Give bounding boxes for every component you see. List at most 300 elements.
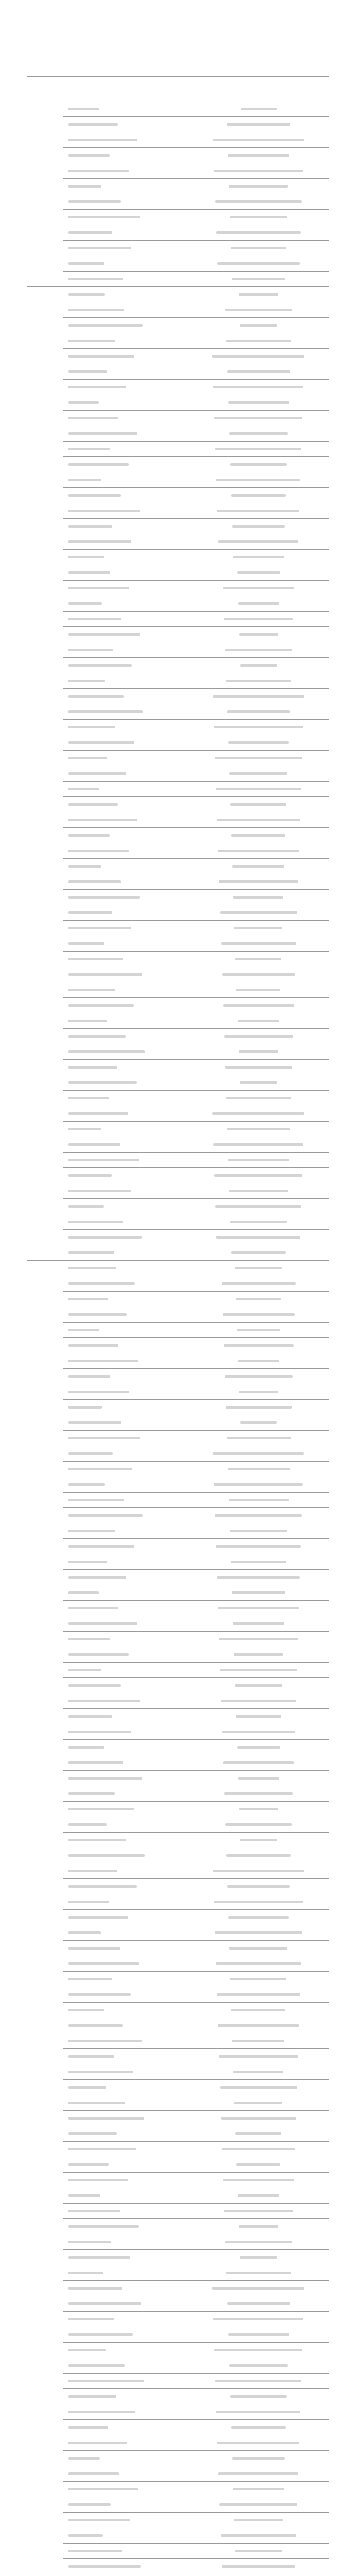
work-title-text xyxy=(68,1746,104,1749)
author-text xyxy=(220,1669,297,1671)
group-label xyxy=(27,1260,63,2576)
work-title-text xyxy=(68,309,124,311)
work-title-text xyxy=(68,448,110,450)
author-text xyxy=(226,340,291,342)
author-text xyxy=(228,1916,289,1919)
work-title-text xyxy=(68,1916,128,1919)
work-title-text xyxy=(68,1081,137,1084)
work-title-text xyxy=(68,1962,139,1965)
author-text xyxy=(240,1839,277,1841)
work-title-text xyxy=(68,2349,106,2351)
author-text xyxy=(215,1514,302,1517)
work-title-text xyxy=(68,1066,117,1069)
work-title-text xyxy=(68,1715,112,1718)
author-text xyxy=(230,463,287,466)
work-title-text xyxy=(68,1731,131,1733)
work-title-text xyxy=(68,200,121,203)
author-text xyxy=(224,2210,293,2212)
header-category xyxy=(27,76,63,101)
author-text xyxy=(213,386,303,388)
work-title-text xyxy=(68,880,121,883)
author-text xyxy=(231,2426,286,2429)
work-title-text xyxy=(68,1406,102,1409)
author-text xyxy=(240,324,277,327)
author-text xyxy=(224,1792,293,1795)
author-text xyxy=(229,1190,288,1192)
work-title-text xyxy=(68,1669,101,1671)
work-title-text xyxy=(68,2117,144,2120)
author-text xyxy=(239,1391,278,1393)
work-title-text xyxy=(68,2210,120,2212)
author-text xyxy=(238,1777,279,1780)
group-label xyxy=(27,286,63,565)
work-title-text xyxy=(68,2488,138,2490)
work-title-text xyxy=(68,1993,131,1996)
work-title-text xyxy=(68,664,132,667)
work-title-text xyxy=(68,1638,110,1640)
author-text xyxy=(232,278,285,280)
work-title-text xyxy=(68,2364,125,2367)
work-title-text xyxy=(68,2272,103,2274)
work-title-text xyxy=(68,587,129,589)
author-text xyxy=(232,525,285,528)
author-text xyxy=(225,649,292,651)
work-title-text xyxy=(68,896,140,899)
work-title-text xyxy=(68,1360,138,1362)
author-text xyxy=(217,510,299,512)
author-text xyxy=(214,417,302,419)
author-text xyxy=(239,2225,278,2228)
work-title-text xyxy=(68,1839,126,1841)
work-title-text xyxy=(68,479,101,481)
author-text xyxy=(218,540,298,543)
author-text xyxy=(216,1545,301,1548)
author-text xyxy=(222,973,295,976)
work-title-text xyxy=(68,2503,111,2506)
author-text xyxy=(216,788,301,790)
author-text xyxy=(213,2318,303,2320)
author-text xyxy=(214,726,303,728)
author-text xyxy=(238,1360,279,1362)
work-title-text xyxy=(68,2148,136,2150)
author-text xyxy=(223,1004,294,1007)
author-text xyxy=(218,1607,299,1609)
work-title-text xyxy=(68,2024,123,2027)
work-title-text xyxy=(68,803,118,806)
author-text xyxy=(218,850,299,852)
author-text xyxy=(217,2442,299,2444)
work-title-text xyxy=(68,1530,115,1532)
author-text xyxy=(213,695,304,698)
author-text xyxy=(232,1591,285,1594)
author-text xyxy=(237,1329,280,1331)
author-text xyxy=(224,1035,293,1038)
work-title-text xyxy=(68,788,99,790)
author-text xyxy=(219,2503,297,2506)
work-title-text xyxy=(68,633,140,636)
author-text xyxy=(239,1050,278,1053)
author-text xyxy=(215,757,302,759)
author-text xyxy=(214,1901,303,1903)
work-title-text xyxy=(68,927,131,929)
work-title-text xyxy=(68,2519,130,2521)
work-title-text xyxy=(68,231,112,234)
work-title-text xyxy=(68,1792,115,1795)
author-text xyxy=(217,1993,300,1996)
work-title-text xyxy=(68,510,140,512)
author-text xyxy=(227,370,290,373)
work-title-text xyxy=(68,370,107,373)
author-text xyxy=(216,231,301,234)
work-title-text xyxy=(68,1421,121,1424)
author-text xyxy=(237,571,280,574)
work-title-text xyxy=(68,1885,137,1888)
author-text xyxy=(227,710,290,713)
author-text xyxy=(240,664,277,667)
work-title-text xyxy=(68,2302,141,2305)
work-title-text xyxy=(68,989,115,991)
work-title-text xyxy=(68,1591,99,1594)
work-title-text xyxy=(68,1174,112,1177)
author-text xyxy=(214,170,303,172)
work-title-text xyxy=(68,556,104,558)
work-title-text xyxy=(68,2071,133,2073)
author-text xyxy=(232,2457,285,2460)
author-text xyxy=(225,309,292,311)
author-text xyxy=(213,1870,304,1872)
work-title-text xyxy=(68,1854,145,1857)
work-title-text xyxy=(68,2472,119,2475)
work-title-text xyxy=(68,741,134,744)
author-text xyxy=(219,1638,298,1640)
work-title-text xyxy=(68,1823,107,1826)
work-title-text xyxy=(68,494,121,497)
author-text xyxy=(223,1313,295,1316)
author-text xyxy=(229,1947,287,1950)
author-text xyxy=(217,262,300,265)
author-text xyxy=(235,1684,282,1687)
author-text xyxy=(241,108,277,110)
work-title-text xyxy=(68,1020,107,1022)
work-title-text xyxy=(68,1622,137,1625)
work-title-text xyxy=(68,108,99,110)
author-text xyxy=(223,587,294,589)
work-title-text xyxy=(68,2055,114,2058)
author-text xyxy=(225,1066,292,1069)
work-title-text xyxy=(68,2225,139,2228)
author-text xyxy=(231,1251,286,1254)
work-title-text xyxy=(68,2442,127,2444)
work-title-text xyxy=(68,1236,142,1239)
author-text xyxy=(227,1885,290,1888)
header-work xyxy=(63,76,188,101)
work-title-text xyxy=(68,1545,134,1548)
work-title-text xyxy=(68,262,104,265)
author-text xyxy=(237,1746,280,1749)
work-title-text xyxy=(68,911,112,914)
work-title-text xyxy=(68,571,110,574)
author-text xyxy=(222,1282,296,1285)
work-title-text xyxy=(68,1159,139,1161)
work-title-text xyxy=(68,340,115,342)
author-text xyxy=(227,1128,290,1130)
author-text xyxy=(226,1854,291,1857)
work-title-text xyxy=(68,386,126,388)
author-text xyxy=(215,1205,301,1208)
work-title-text xyxy=(68,1700,140,1702)
group-label xyxy=(27,101,63,286)
author-text xyxy=(238,1020,279,1022)
author-text xyxy=(232,2040,284,2042)
author-text xyxy=(221,2117,296,2120)
work-title-text xyxy=(68,1561,107,1563)
work-title-text xyxy=(68,772,126,775)
work-title-text xyxy=(68,139,137,141)
author-text xyxy=(213,139,304,141)
author-text xyxy=(228,154,289,157)
work-title-text xyxy=(68,1653,129,1656)
author-text xyxy=(221,2534,296,2537)
work-title-text xyxy=(68,618,121,620)
author-text xyxy=(225,1823,292,1826)
work-title-text xyxy=(68,401,99,404)
author-text xyxy=(232,865,284,868)
work-title-text xyxy=(68,602,102,605)
work-title-text xyxy=(68,1035,126,1038)
author-text xyxy=(240,1421,277,1424)
author-text xyxy=(216,1236,300,1239)
work-title-text xyxy=(68,1499,124,1501)
author-text xyxy=(225,1375,293,1378)
author-text xyxy=(225,2241,292,2243)
work-title-text xyxy=(68,1313,127,1316)
work-title-text xyxy=(68,834,110,837)
work-title-text xyxy=(68,1777,142,1780)
work-title-text xyxy=(68,680,105,682)
author-text xyxy=(214,2349,302,2351)
work-title-text xyxy=(68,278,123,280)
author-text xyxy=(234,1653,283,1656)
author-text xyxy=(222,2148,295,2150)
author-text xyxy=(234,2519,283,2521)
work-title-text xyxy=(68,463,129,466)
work-title-text xyxy=(68,757,107,759)
author-text xyxy=(212,355,304,358)
author-text xyxy=(216,479,300,481)
author-text xyxy=(228,2333,289,2336)
work-title-text xyxy=(68,1947,120,1950)
work-title-text xyxy=(68,649,113,651)
work-title-text xyxy=(68,1097,109,1099)
author-text xyxy=(231,2009,285,2011)
work-title-text xyxy=(68,2179,128,2181)
author-text xyxy=(233,896,283,899)
author-text xyxy=(235,2132,281,2135)
work-title-text xyxy=(68,417,118,419)
work-title-text xyxy=(68,2132,117,2135)
author-text xyxy=(231,494,286,497)
work-title-text xyxy=(68,2411,135,2413)
author-text xyxy=(226,1097,291,1099)
work-title-text xyxy=(68,2086,106,2089)
author-text xyxy=(213,1452,304,1455)
award-table xyxy=(27,76,329,2576)
work-title-text xyxy=(68,247,131,249)
author-text xyxy=(235,1267,282,1269)
work-title-text xyxy=(68,2318,114,2320)
author-text xyxy=(233,556,284,558)
author-text xyxy=(230,2395,287,2398)
author-text xyxy=(231,247,286,249)
author-text xyxy=(220,2086,297,2089)
author-text xyxy=(238,2194,279,2197)
author-text xyxy=(216,1962,301,1965)
work-title-text xyxy=(68,2287,122,2290)
work-title-text xyxy=(68,1112,128,1115)
author-text xyxy=(228,1468,290,1470)
author-text xyxy=(222,1731,295,1733)
author-text xyxy=(226,1406,292,1409)
author-text xyxy=(227,1437,291,1439)
author-text xyxy=(223,2179,294,2181)
work-title-text xyxy=(68,2457,100,2460)
work-title-text xyxy=(68,2194,100,2197)
work-title-text xyxy=(68,942,104,945)
work-title-text xyxy=(68,1468,132,1470)
work-title-text xyxy=(68,216,140,218)
work-title-text xyxy=(68,2380,144,2382)
author-text xyxy=(236,1715,281,1718)
work-title-text xyxy=(68,695,124,698)
author-text xyxy=(227,123,290,126)
work-title-text xyxy=(68,1221,123,1223)
header-author xyxy=(188,76,329,101)
work-title-text xyxy=(68,1870,117,1872)
work-title-text xyxy=(68,525,112,528)
work-title-text xyxy=(68,1808,134,1810)
author-text xyxy=(235,958,281,960)
work-title-text xyxy=(68,324,143,327)
work-title-text xyxy=(68,1375,110,1378)
author-text xyxy=(230,216,287,218)
author-text xyxy=(230,803,286,806)
author-text xyxy=(230,1530,287,1532)
work-title-text xyxy=(68,170,129,172)
work-title-text xyxy=(68,2163,109,2166)
author-text xyxy=(233,1622,284,1625)
work-title-text xyxy=(68,1684,121,1687)
work-title-text xyxy=(68,1514,143,1517)
work-title-text xyxy=(68,1282,135,1285)
work-title-text xyxy=(68,1298,108,1300)
author-text xyxy=(226,2272,291,2274)
work-title-text xyxy=(68,540,131,543)
work-title-text xyxy=(68,185,101,188)
author-text xyxy=(230,1221,287,1223)
work-title-text xyxy=(68,2550,122,2552)
author-text xyxy=(219,2055,298,2058)
work-title-text xyxy=(68,1143,120,1146)
work-title-text xyxy=(68,850,129,852)
work-title-text xyxy=(68,726,115,728)
work-title-text xyxy=(68,2102,125,2104)
author-text xyxy=(216,2411,300,2413)
author-text xyxy=(236,2163,280,2166)
author-text xyxy=(239,1808,278,1810)
author-text xyxy=(233,2071,283,2073)
author-text xyxy=(226,680,291,682)
author-text xyxy=(229,2364,288,2367)
work-title-text xyxy=(68,154,110,157)
author-text xyxy=(229,432,288,435)
work-title-text xyxy=(68,1483,105,1486)
author-text xyxy=(229,185,288,188)
work-title-text xyxy=(68,1391,129,1393)
work-title-text xyxy=(68,1344,118,1347)
author-text xyxy=(229,1499,289,1501)
author-text xyxy=(240,1081,277,1084)
author-text xyxy=(224,618,293,620)
work-title-text xyxy=(68,2241,111,2243)
work-title-text xyxy=(68,819,137,821)
work-title-text xyxy=(68,1128,101,1130)
author-text xyxy=(213,1143,303,1146)
group-label xyxy=(27,565,63,1260)
work-title-text xyxy=(68,1576,126,1579)
work-title-text xyxy=(68,1978,112,1980)
author-text xyxy=(228,401,289,404)
work-title-text xyxy=(68,1004,134,1007)
author-text xyxy=(212,2287,304,2290)
author-text xyxy=(233,2488,284,2490)
author-text xyxy=(239,293,278,296)
work-title-text xyxy=(68,355,134,358)
work-title-text xyxy=(68,710,143,713)
author-text xyxy=(236,989,280,991)
author-text xyxy=(236,1298,281,1300)
work-title-text xyxy=(68,293,105,296)
author-text xyxy=(222,2565,295,2568)
author-text xyxy=(227,2302,290,2305)
author-text xyxy=(229,772,287,775)
work-title-text xyxy=(68,1267,116,1269)
author-text xyxy=(231,834,285,837)
work-title-text xyxy=(68,973,142,976)
author-text xyxy=(224,1344,294,1347)
work-title-text xyxy=(68,1050,145,1053)
work-title-text xyxy=(68,2565,141,2568)
author-text xyxy=(223,1761,294,1764)
author-text xyxy=(230,1978,286,1980)
work-title-text xyxy=(68,1761,123,1764)
work-title-text xyxy=(68,958,123,960)
author-text xyxy=(212,1112,304,1115)
work-title-text xyxy=(68,2040,142,2042)
author-text xyxy=(218,2024,299,2027)
work-title-text xyxy=(68,2256,130,2259)
table-grid xyxy=(27,76,329,2576)
author-text xyxy=(215,1931,302,1934)
author-text xyxy=(234,2102,282,2104)
author-text xyxy=(221,1700,296,1702)
work-title-text xyxy=(68,123,118,126)
author-text xyxy=(238,602,279,605)
author-text xyxy=(218,2472,298,2475)
work-title-text xyxy=(68,1251,114,1254)
author-text xyxy=(235,2550,282,2552)
work-title-text xyxy=(68,2009,104,2011)
work-title-text xyxy=(68,1607,118,1609)
